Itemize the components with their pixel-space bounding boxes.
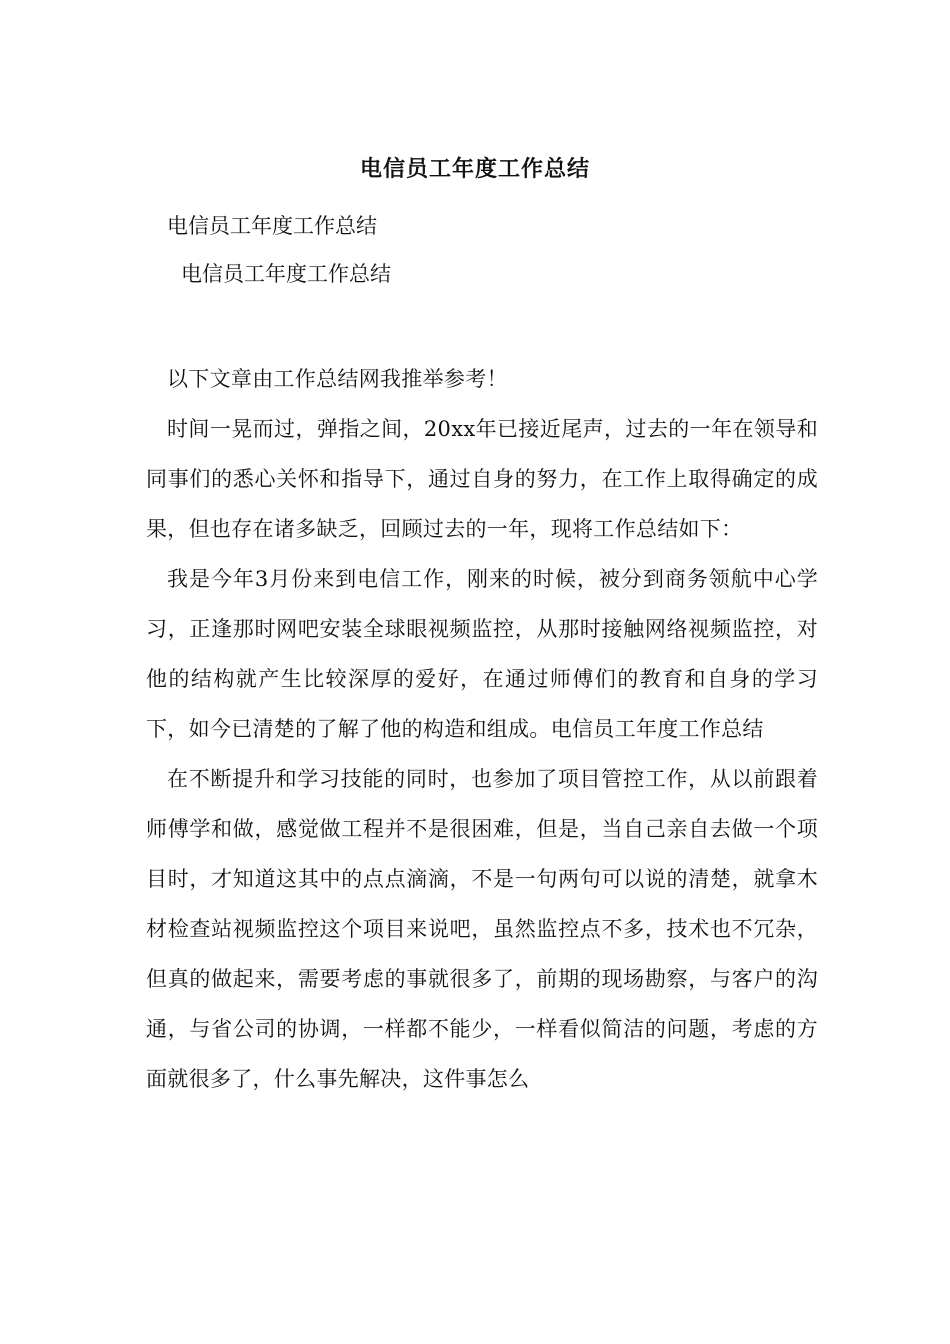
document-title: 电信员工年度工作总结 (359, 156, 590, 182)
document-subtitle-repeat: 电信员工年度工作总结 (181, 262, 391, 286)
document-subtitle: 电信员工年度工作总结 (167, 214, 377, 238)
paragraph-review: 时间一晃而过，弹指之间，20xx年已接近尾声，过去的一年在领导和同事们的悉心关怀和指导下，通过自身的努力，在工作上取得确定的成果，但也存在诸多缺乏，回顾过去的一年，现将工作总结如下： (146, 417, 818, 541)
paragraph-learning: 我是今年3月份来到电信工作，刚来的时候，被分到商务领航中心学习，正逢那时网吧安装全球眼视频监控，从那时接触网络视频监控，对他的结构就产生比较深厚的爱好，在通过师傅们的教育和自身的学习下，如今已清楚的了解了他的构造和组成。电信员工年度工作总结 (146, 567, 818, 741)
document-body (146, 354, 818, 1104)
paragraph-project: 在不断提升和学习技能的同时，也参加了项目管控工作，从以前跟着师傅学和做，感觉做工程并不是很困难，但是，当自己亲自去做一个项目时，才知道这其中的点点滴滴，不是一句两句可以说的清楚，就拿木材检查站视频监控这个项目来说吧，虽然监控点不多，技术也不冗杂，但真的做起来，需要考虑的事就很多了，前期的现场勘察，与客户的沟通，与省公司的协调，一样都不能少，一样看似简洁的问题，考虑的方面就很多了，什么事先解决，这件事怎么 (146, 767, 818, 1091)
paragraph-intro: 以下文章由工作总结网我推举参考！ (167, 367, 508, 391)
